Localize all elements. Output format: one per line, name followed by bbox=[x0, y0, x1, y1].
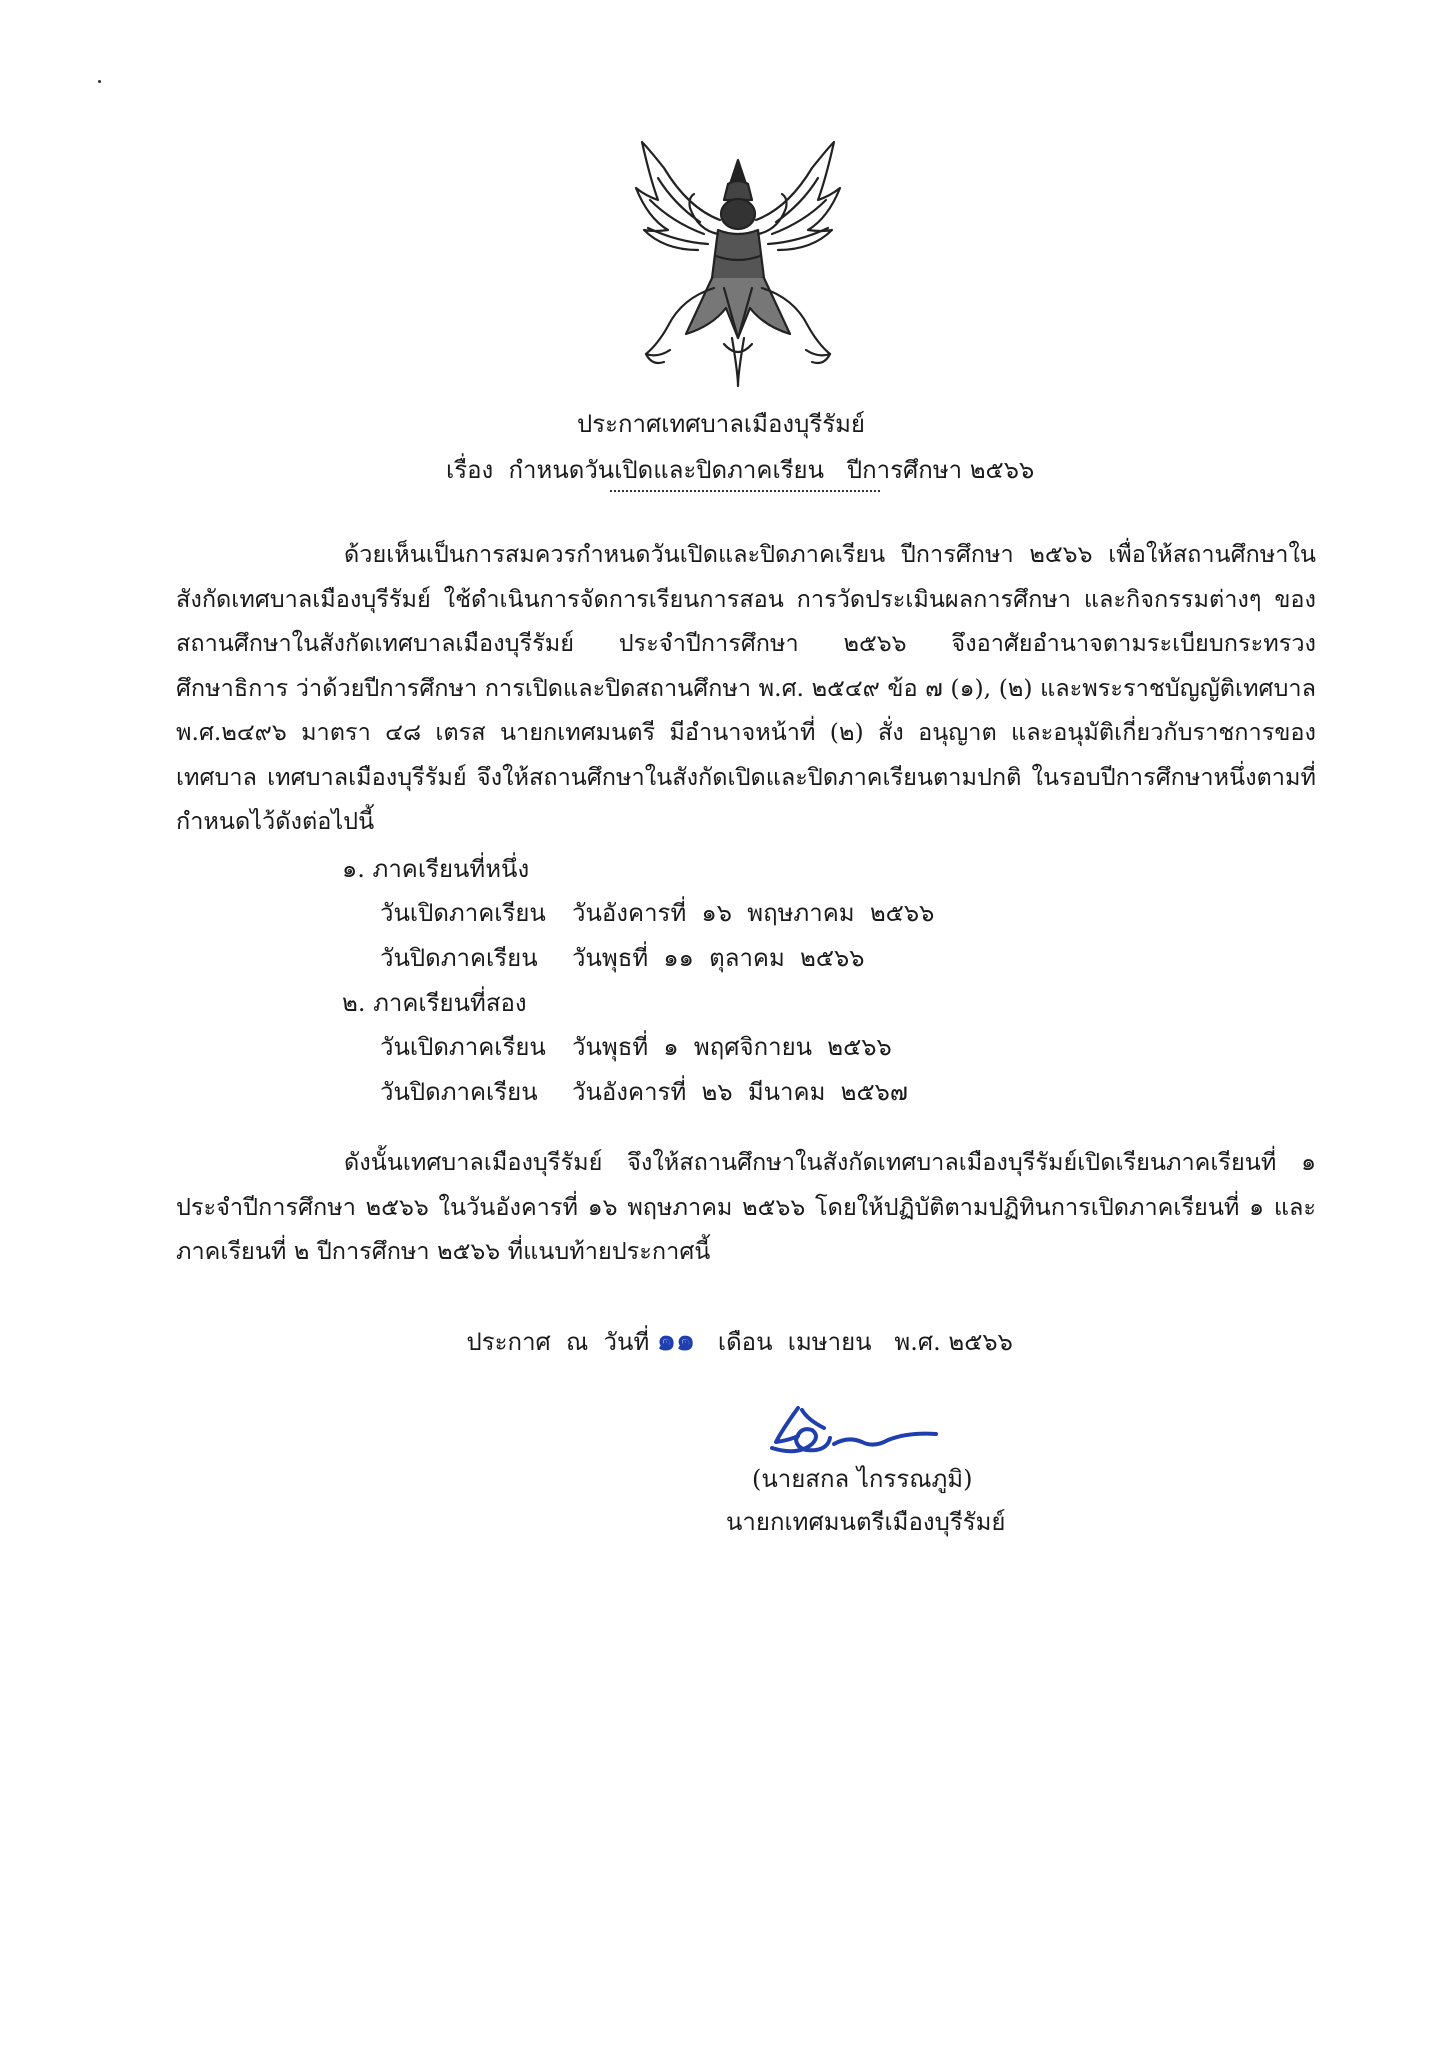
agency-title: ประกาศเทศบาลเมืองบุรีรัมย์ bbox=[577, 410, 865, 438]
signature-mark bbox=[768, 1400, 940, 1466]
term-2-close-date: วันอังคารที่ ๒๖ มีนาคม ๒๕๖๗ bbox=[572, 1078, 908, 1106]
term-1-close-date: วันพุธที่ ๑๑ ตุลาคม ๒๕๖๖ bbox=[572, 944, 865, 972]
body-paragraph-1: ด้วยเห็นเป็นการสมควรกำหนดวันเปิดและปิดภาคเรียน ปีการศึกษา ๒๕๖๖ เพื่อให้สถานศึกษาในสังกัดเทศบาลเมืองบุรีรัมย์ ใช้ดำเนินการจัดการเรียนการสอน การวัดประเมินผลการศึกษา และกิจกรรมต่างๆ ของสถานศึกษาในสังกัดเทศบาลเมืองบุรีรัมย์ ประจำปีการศึกษา ๒๕๖๖ จึงอาศัยอำนาจตามระเบียบกระทรวงศึกษาธิการ ว่าด้วยปีการศึกษา การเปิดและปิดสถานศึกษา พ.ศ. ๒๕๔๙ ข้อ ๗ (๑), (๒) และพระราชบัญญัติเทศบาล พ.ศ.๒๔๙๖ มาตรา ๔๘ เตรส นายกเทศมนตรี มีอำนาจหน้าที่ (๒) สั่ง อนุญาต และอนุมัติเกี่ยวกับราชการของเทศบาล เทศบาลเมืองบุรีรัมย์ จึงให้สถานศึกษาในสังกัดเปิดและปิดภาคเรียนตามปกติ ในรอบปีการศึกษาหนึ่งตามที่กำหนดไว้ดังต่อไปนี้ bbox=[176, 540, 1316, 835]
term-1-title: ๑. ภาคเรียนที่หนึ่ง bbox=[342, 855, 530, 883]
garuda-emblem-icon bbox=[628, 138, 848, 390]
subject-text: กำหนดวันเปิดและปิดภาคเรียน ปีการศึกษา ๒๕๖๖ bbox=[508, 456, 1035, 484]
announce-day-handwritten: ๑๑ bbox=[656, 1323, 695, 1358]
signer-position: นายกเทศมนตรีเมืองบุรีรัมย์ bbox=[726, 1508, 1006, 1536]
announce-date-line bbox=[436, 1302, 1013, 1380]
term-2-close-label: วันปิดภาคเรียน bbox=[380, 1078, 538, 1106]
term-2-open-label: วันเปิดภาคเรียน bbox=[380, 1033, 546, 1061]
announce-month-year: เดือน เมษายน พ.ศ. ๒๕๖๖ bbox=[717, 1328, 1013, 1356]
term-1-open-date: วันอังคารที่ ๑๖ พฤษภาคม ๒๕๖๖ bbox=[572, 899, 935, 927]
body-paragraph-2: ดังนั้นเทศบาลเมืองบุรีรัมย์ จึงให้สถานศึกษาในสังกัดเทศบาลเมืองบุรีรัมย์เปิดเรียนภาคเรียนที่ ๑ ประจำปีการศึกษา ๒๕๖๖ ในวันอังคารที่ ๑๖ พฤษภาคม ๒๕๖๖ โดยให้ปฏิบัติตามปฏิทินการเปิดภาคเรียนที่ ๑ และภาคเรียนที่ ๒ ปีการศึกษา ๒๕๖๖ ที่แนบท้ายประกาศนี้ bbox=[176, 1148, 1316, 1265]
scan-speck bbox=[98, 80, 101, 83]
dotted-separator bbox=[610, 490, 880, 492]
announce-prefix: ประกาศ ณ วันที่ bbox=[466, 1328, 650, 1356]
term-2-title: ๒. ภาคเรียนที่สอง bbox=[342, 989, 527, 1017]
term-2-open-date: วันพุธที่ ๑ พฤศจิกายน ๒๕๖๖ bbox=[572, 1033, 892, 1061]
subject-line bbox=[446, 458, 1034, 482]
term-1-open-label: วันเปิดภาคเรียน bbox=[380, 899, 546, 927]
signer-name: (นายสกล ไกรรณภูมิ) bbox=[752, 1465, 973, 1493]
subject-label: เรื่อง bbox=[446, 456, 494, 484]
term-1-close-label: วันปิดภาคเรียน bbox=[380, 944, 538, 972]
